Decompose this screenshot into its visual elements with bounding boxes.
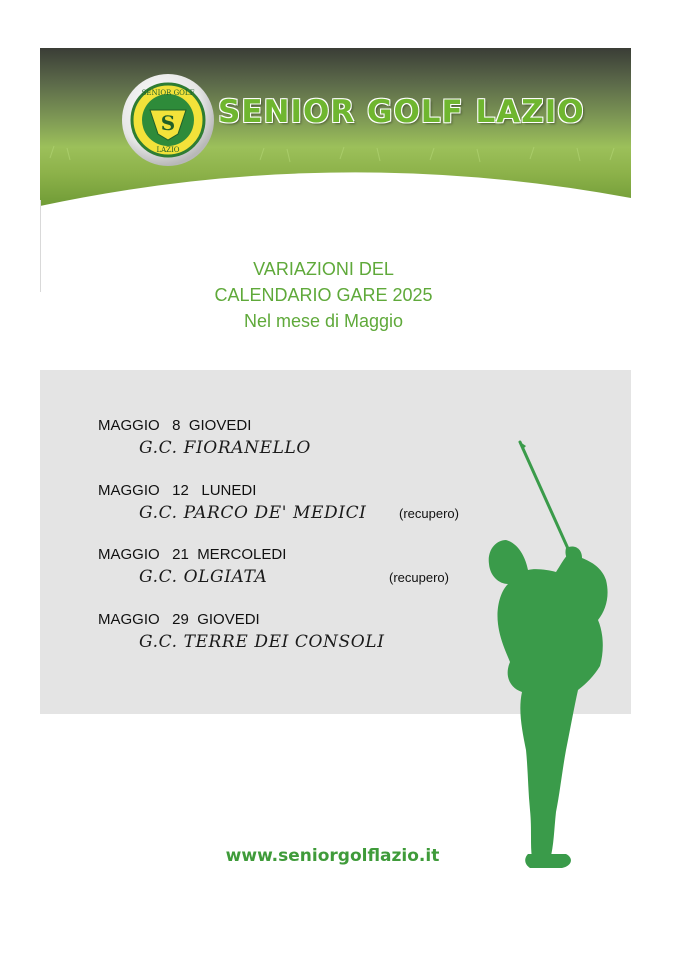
event-item: [98, 481, 459, 525]
logo-icon: [132, 84, 204, 156]
event-item: [98, 610, 385, 654]
event-date: MAGGIO 29 GIOVEDI: [98, 611, 260, 628]
svg-text:LAZIO: LAZIO: [156, 146, 180, 154]
announcement-title: [0, 256, 677, 334]
event-note: (recupero): [389, 570, 449, 585]
event-note: (recupero): [399, 506, 459, 521]
title-line-3: Nel mese di Maggio: [243, 311, 404, 331]
event-item: [98, 416, 311, 460]
event-venue: G.C. FIORANELLO: [139, 438, 311, 458]
website-text[interactable]: www.seniorgolflazio.it: [225, 846, 440, 866]
title-line-1: VARIAZIONI DEL: [253, 259, 394, 279]
event-item: [98, 545, 449, 589]
svg-text:S: S: [160, 111, 176, 135]
brand-title: SENIOR GOLF LAZIO: [218, 94, 585, 130]
title-line-2: CALENDARIO GARE 2025: [214, 285, 433, 305]
event-venue-name: G.C. PARCO DE' MEDICI: [139, 503, 367, 523]
website-link[interactable]: [0, 846, 677, 866]
event-venue: [139, 501, 459, 525]
event-venue: G.C. TERRE DEI CONSOLI: [139, 632, 385, 652]
event-venue-name: G.C. OLGIATA: [139, 567, 268, 587]
golfer-silhouette-icon: [470, 440, 620, 880]
event-date: MAGGIO 21 MERCOLEDI: [98, 546, 287, 563]
event-venue: [139, 565, 449, 589]
event-date: MAGGIO 8 GIOVEDI: [98, 417, 252, 434]
event-date: MAGGIO 12 LUNEDI: [98, 482, 257, 499]
svg-text:SENIOR GOLF: SENIOR GOLF: [141, 89, 195, 97]
